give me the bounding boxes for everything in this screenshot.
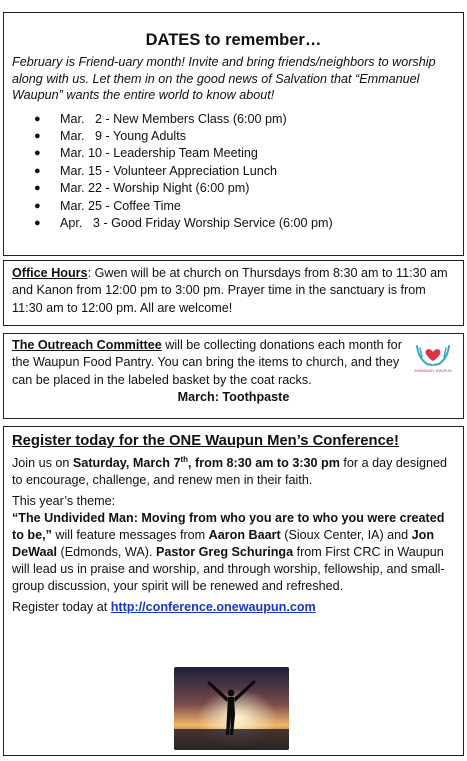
outreach-section (3, 333, 464, 419)
conference-section (3, 426, 464, 756)
bullet-icon: ● (34, 129, 41, 142)
events-list (12, 111, 455, 233)
bullet-icon: ● (34, 199, 41, 212)
theme-text: “The Undivided Man: Moving from who you are to who you were created to be,” will feature messages from Aaron Baart (Sioux Center, IA) and Jon DeWaal (Edmonds, WA). Pastor Greg Schuringa from First CRC in Waupun will lead us in praise and worship, and through worship, fellowship, and small-group discussion, your spirit will be renewed and refreshed. (12, 511, 445, 594)
bullet-icon: ● (34, 182, 41, 195)
theme-label: This year’s theme: (12, 494, 116, 509)
list-item: ● Mar. 15 - Volunteer Appreciation Lunch (34, 163, 455, 180)
conference-title: Register today for the ONE Waupun Men’s Conference! (12, 433, 399, 449)
list-item: ● Mar. 2 - New Members Class (6:00 pm) (34, 111, 455, 128)
outreach-text: The Outreach Committee will be collecting donations each month for the Waupun Food Pantry. You can bring the items to church, and they can be placed in the labeled basket by the coat racks. (12, 338, 402, 387)
list-item: ● Apr. 3 - Good Friday Worship Service (6:00 pm) (34, 215, 455, 232)
hands-heart-logo-icon (413, 340, 453, 374)
man-silhouette-photo (174, 667, 289, 750)
list-item: ● Mar. 22 - Worship Night (6:00 pm) (34, 180, 455, 197)
bullet-icon: ● (34, 112, 41, 125)
dates-title: DATES to remember… (145, 31, 322, 49)
conference-link[interactable]: http://conference.onewaupun.com (110, 600, 316, 615)
list-item: ● Mar. 25 - Coffee Time (34, 198, 455, 215)
list-item: ● Mar. 10 - Leadership Team Meeting (34, 145, 455, 162)
outreach-label: The Outreach Committee (12, 338, 162, 352)
bullet-icon: ● (34, 164, 41, 177)
office-hours-text: Office Hours: Gwen will be at church on Thursdays from 8:30 am to 11:30 am and Kanon from 12:00 pm to 3:00 pm. Prayer time in the sanctuary is from 11:30 am to 12:00 pm. All are welcome! (12, 266, 448, 315)
svg-text:EMMANUEL WAUPUN: EMMANUEL WAUPUN (414, 369, 452, 373)
list-item: ● Mar. 9 - Young Adults (34, 128, 455, 145)
dates-intro: February is Friend-uary month! Invite and bring friends/neighbors to worship along with us. Let them in on the good news of Salvation that “Emmanuel Waupun” wants the entire world to know about! (12, 55, 436, 102)
bullet-icon: ● (34, 147, 41, 160)
month-donation-item: March: Toothpaste (177, 389, 290, 404)
dates-section (3, 12, 464, 256)
register-line: Register today at http://conference.onewaupun.com (12, 600, 316, 615)
conference-intro: Join us on Saturday, March 7th, from 8:30 am to 3:30 pm for a day designed to encourage, challenge, and renew men in their faith. (12, 455, 448, 488)
office-hours-label: Office Hours (12, 266, 88, 280)
office-hours-section (3, 260, 464, 326)
bullet-icon: ● (34, 216, 41, 229)
